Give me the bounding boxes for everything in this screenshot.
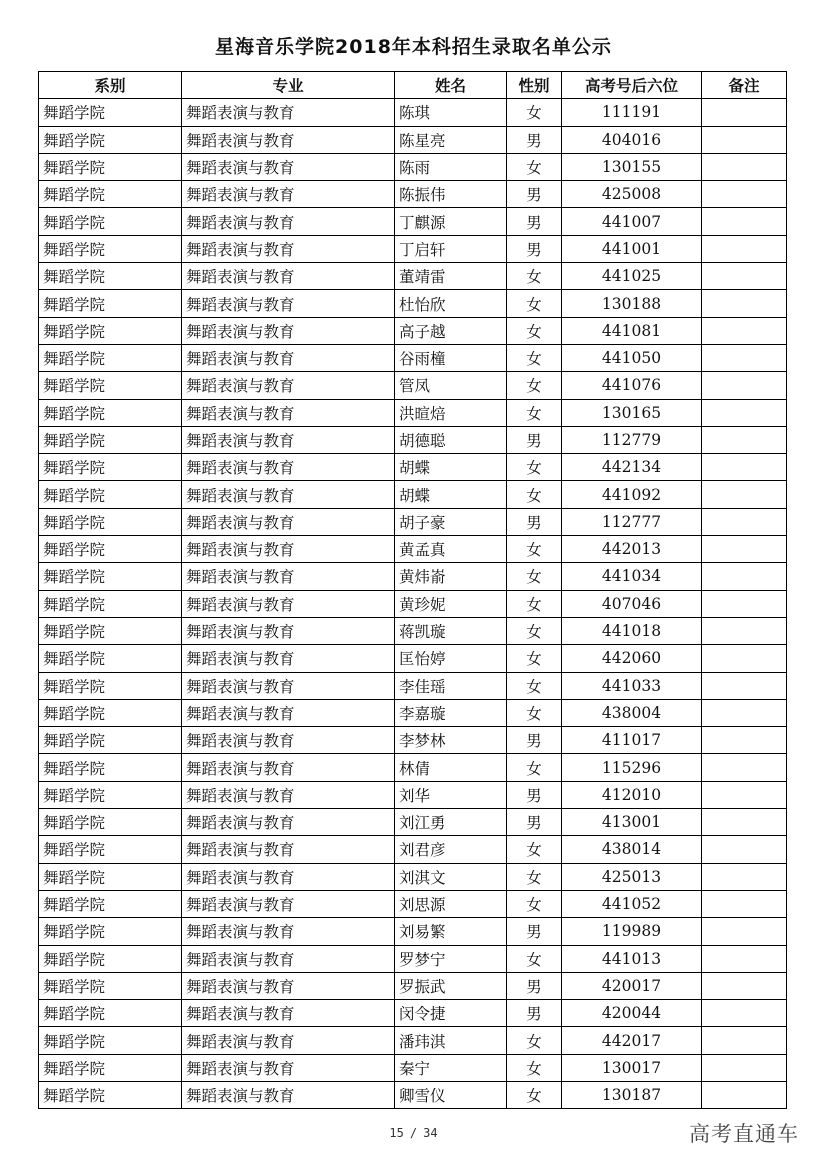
cell-name: 秦宁 [395, 1054, 507, 1081]
cell-id: 441076 [562, 372, 702, 399]
cell-id: 441033 [562, 672, 702, 699]
cell-gender: 男 [507, 208, 562, 235]
cell-name: 陈星亮 [395, 126, 507, 153]
cell-major: 舞蹈表演与教育 [182, 645, 395, 672]
cell-major: 舞蹈表演与教育 [182, 563, 395, 590]
cell-major: 舞蹈表演与教育 [182, 1054, 395, 1081]
cell-dept: 舞蹈学院 [39, 344, 182, 371]
cell-gender: 女 [507, 317, 562, 344]
cell-dept: 舞蹈学院 [39, 426, 182, 453]
cell-major: 舞蹈表演与教育 [182, 344, 395, 371]
cell-dept: 舞蹈学院 [39, 836, 182, 863]
table-row [39, 263, 787, 290]
cell-gender: 男 [507, 126, 562, 153]
cell-name: 谷雨橦 [395, 344, 507, 371]
cell-remarks [702, 1000, 787, 1027]
cell-gender: 男 [507, 972, 562, 999]
cell-dept: 舞蹈学院 [39, 99, 182, 126]
cell-name: 刘思源 [395, 890, 507, 917]
cell-dept: 舞蹈学院 [39, 863, 182, 890]
cell-dept: 舞蹈学院 [39, 563, 182, 590]
table-row [39, 699, 787, 726]
cell-remarks [702, 536, 787, 563]
cell-remarks [702, 645, 787, 672]
cell-major: 舞蹈表演与教育 [182, 918, 395, 945]
cell-id: 420044 [562, 1000, 702, 1027]
cell-id: 112779 [562, 426, 702, 453]
cell-remarks [702, 972, 787, 999]
cell-name: 胡蝶 [395, 481, 507, 508]
cell-remarks [702, 481, 787, 508]
cell-gender: 女 [507, 290, 562, 317]
cell-dept: 舞蹈学院 [39, 1054, 182, 1081]
cell-name: 潘玮淇 [395, 1027, 507, 1054]
cell-id: 130165 [562, 399, 702, 426]
cell-major: 舞蹈表演与教育 [182, 590, 395, 617]
cell-dept: 舞蹈学院 [39, 754, 182, 781]
table-row [39, 399, 787, 426]
table-row [39, 126, 787, 153]
cell-id: 441092 [562, 481, 702, 508]
table-row [39, 1000, 787, 1027]
cell-remarks [702, 617, 787, 644]
cell-major: 舞蹈表演与教育 [182, 99, 395, 126]
cell-id: 442134 [562, 454, 702, 481]
cell-gender: 女 [507, 454, 562, 481]
cell-name: 罗振武 [395, 972, 507, 999]
cell-name: 陈琪 [395, 99, 507, 126]
cell-gender: 女 [507, 590, 562, 617]
cell-major: 舞蹈表演与教育 [182, 181, 395, 208]
cell-name: 刘华 [395, 781, 507, 808]
cell-dept: 舞蹈学院 [39, 317, 182, 344]
cell-id: 438014 [562, 836, 702, 863]
cell-remarks [702, 153, 787, 180]
watermark-text: 高考直通车 [689, 1122, 799, 1146]
cell-major: 舞蹈表演与教育 [182, 1000, 395, 1027]
cell-id: 425013 [562, 863, 702, 890]
cell-name: 卿雪仪 [395, 1081, 507, 1108]
cell-gender: 女 [507, 399, 562, 426]
cell-id: 111191 [562, 99, 702, 126]
cell-id: 425008 [562, 181, 702, 208]
table-row [39, 836, 787, 863]
cell-name: 刘江勇 [395, 809, 507, 836]
table-row [39, 890, 787, 917]
cell-gender: 男 [507, 181, 562, 208]
cell-gender: 女 [507, 890, 562, 917]
cell-gender: 男 [507, 235, 562, 262]
cell-dept: 舞蹈学院 [39, 399, 182, 426]
page-title: 星海音乐学院2018年本科招生录取名单公示 [215, 36, 612, 58]
cell-id: 115296 [562, 754, 702, 781]
cell-id: 130017 [562, 1054, 702, 1081]
cell-dept: 舞蹈学院 [39, 372, 182, 399]
cell-remarks [702, 781, 787, 808]
cell-id: 404016 [562, 126, 702, 153]
cell-major: 舞蹈表演与教育 [182, 426, 395, 453]
table-row [39, 454, 787, 481]
cell-major: 舞蹈表演与教育 [182, 536, 395, 563]
cell-remarks [702, 945, 787, 972]
table-row [39, 945, 787, 972]
cell-remarks [702, 1081, 787, 1108]
cell-id: 441001 [562, 235, 702, 262]
cell-id: 130188 [562, 290, 702, 317]
cell-major: 舞蹈表演与教育 [182, 945, 395, 972]
cell-id: 441018 [562, 617, 702, 644]
cell-id: 441013 [562, 945, 702, 972]
cell-major: 舞蹈表演与教育 [182, 809, 395, 836]
cell-gender: 男 [507, 508, 562, 535]
cell-name: 董靖雷 [395, 263, 507, 290]
cell-remarks [702, 863, 787, 890]
cell-gender: 男 [507, 1000, 562, 1027]
cell-id: 441050 [562, 344, 702, 371]
cell-remarks [702, 590, 787, 617]
cell-major: 舞蹈表演与教育 [182, 399, 395, 426]
cell-remarks [702, 754, 787, 781]
table-row [39, 1081, 787, 1108]
total-pages: 34 [423, 1126, 438, 1140]
cell-name: 洪暄焙 [395, 399, 507, 426]
cell-dept: 舞蹈学院 [39, 1027, 182, 1054]
cell-id: 441034 [562, 563, 702, 590]
column-header-gender: 性别 [507, 72, 562, 99]
cell-gender: 女 [507, 372, 562, 399]
table-row [39, 617, 787, 644]
table-row [39, 235, 787, 262]
cell-name: 胡德聪 [395, 426, 507, 453]
cell-major: 舞蹈表演与教育 [182, 1027, 395, 1054]
table-row [39, 1054, 787, 1081]
cell-name: 刘淇文 [395, 863, 507, 890]
cell-id: 112777 [562, 508, 702, 535]
cell-gender: 女 [507, 536, 562, 563]
cell-name: 刘易繁 [395, 918, 507, 945]
cell-dept: 舞蹈学院 [39, 918, 182, 945]
cell-gender: 女 [507, 153, 562, 180]
cell-major: 舞蹈表演与教育 [182, 208, 395, 235]
cell-gender: 女 [507, 863, 562, 890]
table-row [39, 317, 787, 344]
cell-dept: 舞蹈学院 [39, 809, 182, 836]
cell-remarks [702, 563, 787, 590]
cell-gender: 女 [507, 945, 562, 972]
cell-remarks [702, 727, 787, 754]
cell-id: 441052 [562, 890, 702, 917]
cell-major: 舞蹈表演与教育 [182, 890, 395, 917]
cell-remarks [702, 454, 787, 481]
cell-gender: 女 [507, 263, 562, 290]
table-row [39, 181, 787, 208]
cell-gender: 男 [507, 918, 562, 945]
cell-gender: 男 [507, 426, 562, 453]
cell-name: 黄珍妮 [395, 590, 507, 617]
cell-remarks [702, 699, 787, 726]
cell-major: 舞蹈表演与教育 [182, 317, 395, 344]
cell-major: 舞蹈表演与教育 [182, 1081, 395, 1108]
cell-gender: 女 [507, 344, 562, 371]
table-row [39, 426, 787, 453]
table-row [39, 809, 787, 836]
cell-major: 舞蹈表演与教育 [182, 126, 395, 153]
cell-remarks [702, 290, 787, 317]
cell-remarks [702, 344, 787, 371]
cell-dept: 舞蹈学院 [39, 454, 182, 481]
cell-dept: 舞蹈学院 [39, 235, 182, 262]
cell-major: 舞蹈表演与教育 [182, 727, 395, 754]
cell-name: 蒋凯璇 [395, 617, 507, 644]
table-row [39, 344, 787, 371]
table-row [39, 754, 787, 781]
cell-major: 舞蹈表演与教育 [182, 481, 395, 508]
cell-remarks [702, 426, 787, 453]
table-row [39, 672, 787, 699]
table-header-row [39, 72, 787, 99]
cell-gender: 女 [507, 1081, 562, 1108]
cell-remarks [702, 317, 787, 344]
cell-dept: 舞蹈学院 [39, 290, 182, 317]
cell-dept: 舞蹈学院 [39, 645, 182, 672]
table-row [39, 563, 787, 590]
cell-dept: 舞蹈学院 [39, 536, 182, 563]
cell-name: 管凤 [395, 372, 507, 399]
cell-dept: 舞蹈学院 [39, 481, 182, 508]
table-row [39, 481, 787, 508]
cell-remarks [702, 1054, 787, 1081]
cell-name: 陈雨 [395, 153, 507, 180]
cell-gender: 女 [507, 99, 562, 126]
cell-dept: 舞蹈学院 [39, 181, 182, 208]
admission-table [38, 71, 787, 1109]
cell-name: 罗梦宁 [395, 945, 507, 972]
cell-gender: 女 [507, 672, 562, 699]
column-header-major: 专业 [182, 72, 395, 99]
cell-dept: 舞蹈学院 [39, 153, 182, 180]
cell-dept: 舞蹈学院 [39, 617, 182, 644]
cell-major: 舞蹈表演与教育 [182, 972, 395, 999]
cell-major: 舞蹈表演与教育 [182, 699, 395, 726]
cell-remarks [702, 836, 787, 863]
table-row [39, 208, 787, 235]
cell-id: 441007 [562, 208, 702, 235]
cell-gender: 女 [507, 645, 562, 672]
cell-dept: 舞蹈学院 [39, 890, 182, 917]
cell-gender: 女 [507, 481, 562, 508]
cell-name: 闵令捷 [395, 1000, 507, 1027]
cell-dept: 舞蹈学院 [39, 672, 182, 699]
table-row [39, 645, 787, 672]
cell-remarks [702, 263, 787, 290]
table-row [39, 536, 787, 563]
cell-name: 黄孟真 [395, 536, 507, 563]
page-separator: / [409, 1126, 418, 1140]
cell-id: 119989 [562, 918, 702, 945]
cell-remarks [702, 672, 787, 699]
table-row [39, 781, 787, 808]
cell-remarks [702, 508, 787, 535]
cell-remarks [702, 918, 787, 945]
column-header-exam-id: 高考号后六位 [562, 72, 702, 99]
cell-id: 130187 [562, 1081, 702, 1108]
cell-name: 匡怡婷 [395, 645, 507, 672]
cell-remarks [702, 809, 787, 836]
column-header-dept: 系别 [39, 72, 182, 99]
table-body [39, 99, 787, 1109]
cell-id: 441025 [562, 263, 702, 290]
cell-id: 442060 [562, 645, 702, 672]
table-row [39, 290, 787, 317]
cell-id: 411017 [562, 727, 702, 754]
cell-name: 高子越 [395, 317, 507, 344]
cell-dept: 舞蹈学院 [39, 126, 182, 153]
cell-name: 杜怡欣 [395, 290, 507, 317]
cell-name: 丁麒源 [395, 208, 507, 235]
cell-gender: 女 [507, 1027, 562, 1054]
cell-major: 舞蹈表演与教育 [182, 290, 395, 317]
cell-gender: 男 [507, 727, 562, 754]
table-row [39, 972, 787, 999]
table-row [39, 918, 787, 945]
cell-id: 442013 [562, 536, 702, 563]
cell-gender: 男 [507, 809, 562, 836]
cell-dept: 舞蹈学院 [39, 1081, 182, 1108]
cell-gender: 女 [507, 617, 562, 644]
cell-remarks [702, 235, 787, 262]
cell-remarks [702, 99, 787, 126]
cell-major: 舞蹈表演与教育 [182, 153, 395, 180]
cell-name: 丁启轩 [395, 235, 507, 262]
cell-dept: 舞蹈学院 [39, 208, 182, 235]
cell-major: 舞蹈表演与教育 [182, 508, 395, 535]
cell-major: 舞蹈表演与教育 [182, 863, 395, 890]
column-header-remarks: 备注 [702, 72, 787, 99]
cell-id: 420017 [562, 972, 702, 999]
cell-major: 舞蹈表演与教育 [182, 617, 395, 644]
cell-name: 林倩 [395, 754, 507, 781]
cell-gender: 女 [507, 1054, 562, 1081]
cell-id: 412010 [562, 781, 702, 808]
cell-name: 李佳瑶 [395, 672, 507, 699]
cell-remarks [702, 208, 787, 235]
cell-name: 刘君彦 [395, 836, 507, 863]
cell-name: 黄炜嵛 [395, 563, 507, 590]
cell-dept: 舞蹈学院 [39, 972, 182, 999]
table-row [39, 508, 787, 535]
cell-dept: 舞蹈学院 [39, 727, 182, 754]
cell-gender: 男 [507, 781, 562, 808]
table-row [39, 1027, 787, 1054]
table-row [39, 727, 787, 754]
cell-major: 舞蹈表演与教育 [182, 454, 395, 481]
cell-name: 李梦林 [395, 727, 507, 754]
cell-remarks [702, 890, 787, 917]
cell-gender: 女 [507, 699, 562, 726]
table-row [39, 153, 787, 180]
cell-id: 441081 [562, 317, 702, 344]
table-row [39, 99, 787, 126]
table-row [39, 590, 787, 617]
cell-remarks [702, 399, 787, 426]
cell-id: 130155 [562, 153, 702, 180]
cell-major: 舞蹈表演与教育 [182, 781, 395, 808]
cell-id: 407046 [562, 590, 702, 617]
cell-major: 舞蹈表演与教育 [182, 672, 395, 699]
cell-remarks [702, 372, 787, 399]
cell-major: 舞蹈表演与教育 [182, 235, 395, 262]
cell-dept: 舞蹈学院 [39, 781, 182, 808]
column-header-name: 姓名 [395, 72, 507, 99]
cell-name: 李嘉璇 [395, 699, 507, 726]
cell-id: 438004 [562, 699, 702, 726]
table-row [39, 863, 787, 890]
table-row [39, 372, 787, 399]
cell-major: 舞蹈表演与教育 [182, 263, 395, 290]
current-page: 15 [389, 1126, 404, 1140]
cell-dept: 舞蹈学院 [39, 590, 182, 617]
cell-major: 舞蹈表演与教育 [182, 836, 395, 863]
cell-gender: 女 [507, 836, 562, 863]
cell-dept: 舞蹈学院 [39, 699, 182, 726]
cell-remarks [702, 1027, 787, 1054]
cell-dept: 舞蹈学院 [39, 1000, 182, 1027]
cell-gender: 女 [507, 754, 562, 781]
cell-remarks [702, 181, 787, 208]
cell-gender: 女 [507, 563, 562, 590]
cell-id: 442017 [562, 1027, 702, 1054]
cell-id: 413001 [562, 809, 702, 836]
cell-name: 胡蝶 [395, 454, 507, 481]
cell-major: 舞蹈表演与教育 [182, 372, 395, 399]
cell-dept: 舞蹈学院 [39, 508, 182, 535]
cell-dept: 舞蹈学院 [39, 945, 182, 972]
cell-name: 陈振伟 [395, 181, 507, 208]
cell-remarks [702, 126, 787, 153]
cell-major: 舞蹈表演与教育 [182, 754, 395, 781]
cell-dept: 舞蹈学院 [39, 263, 182, 290]
cell-name: 胡子豪 [395, 508, 507, 535]
